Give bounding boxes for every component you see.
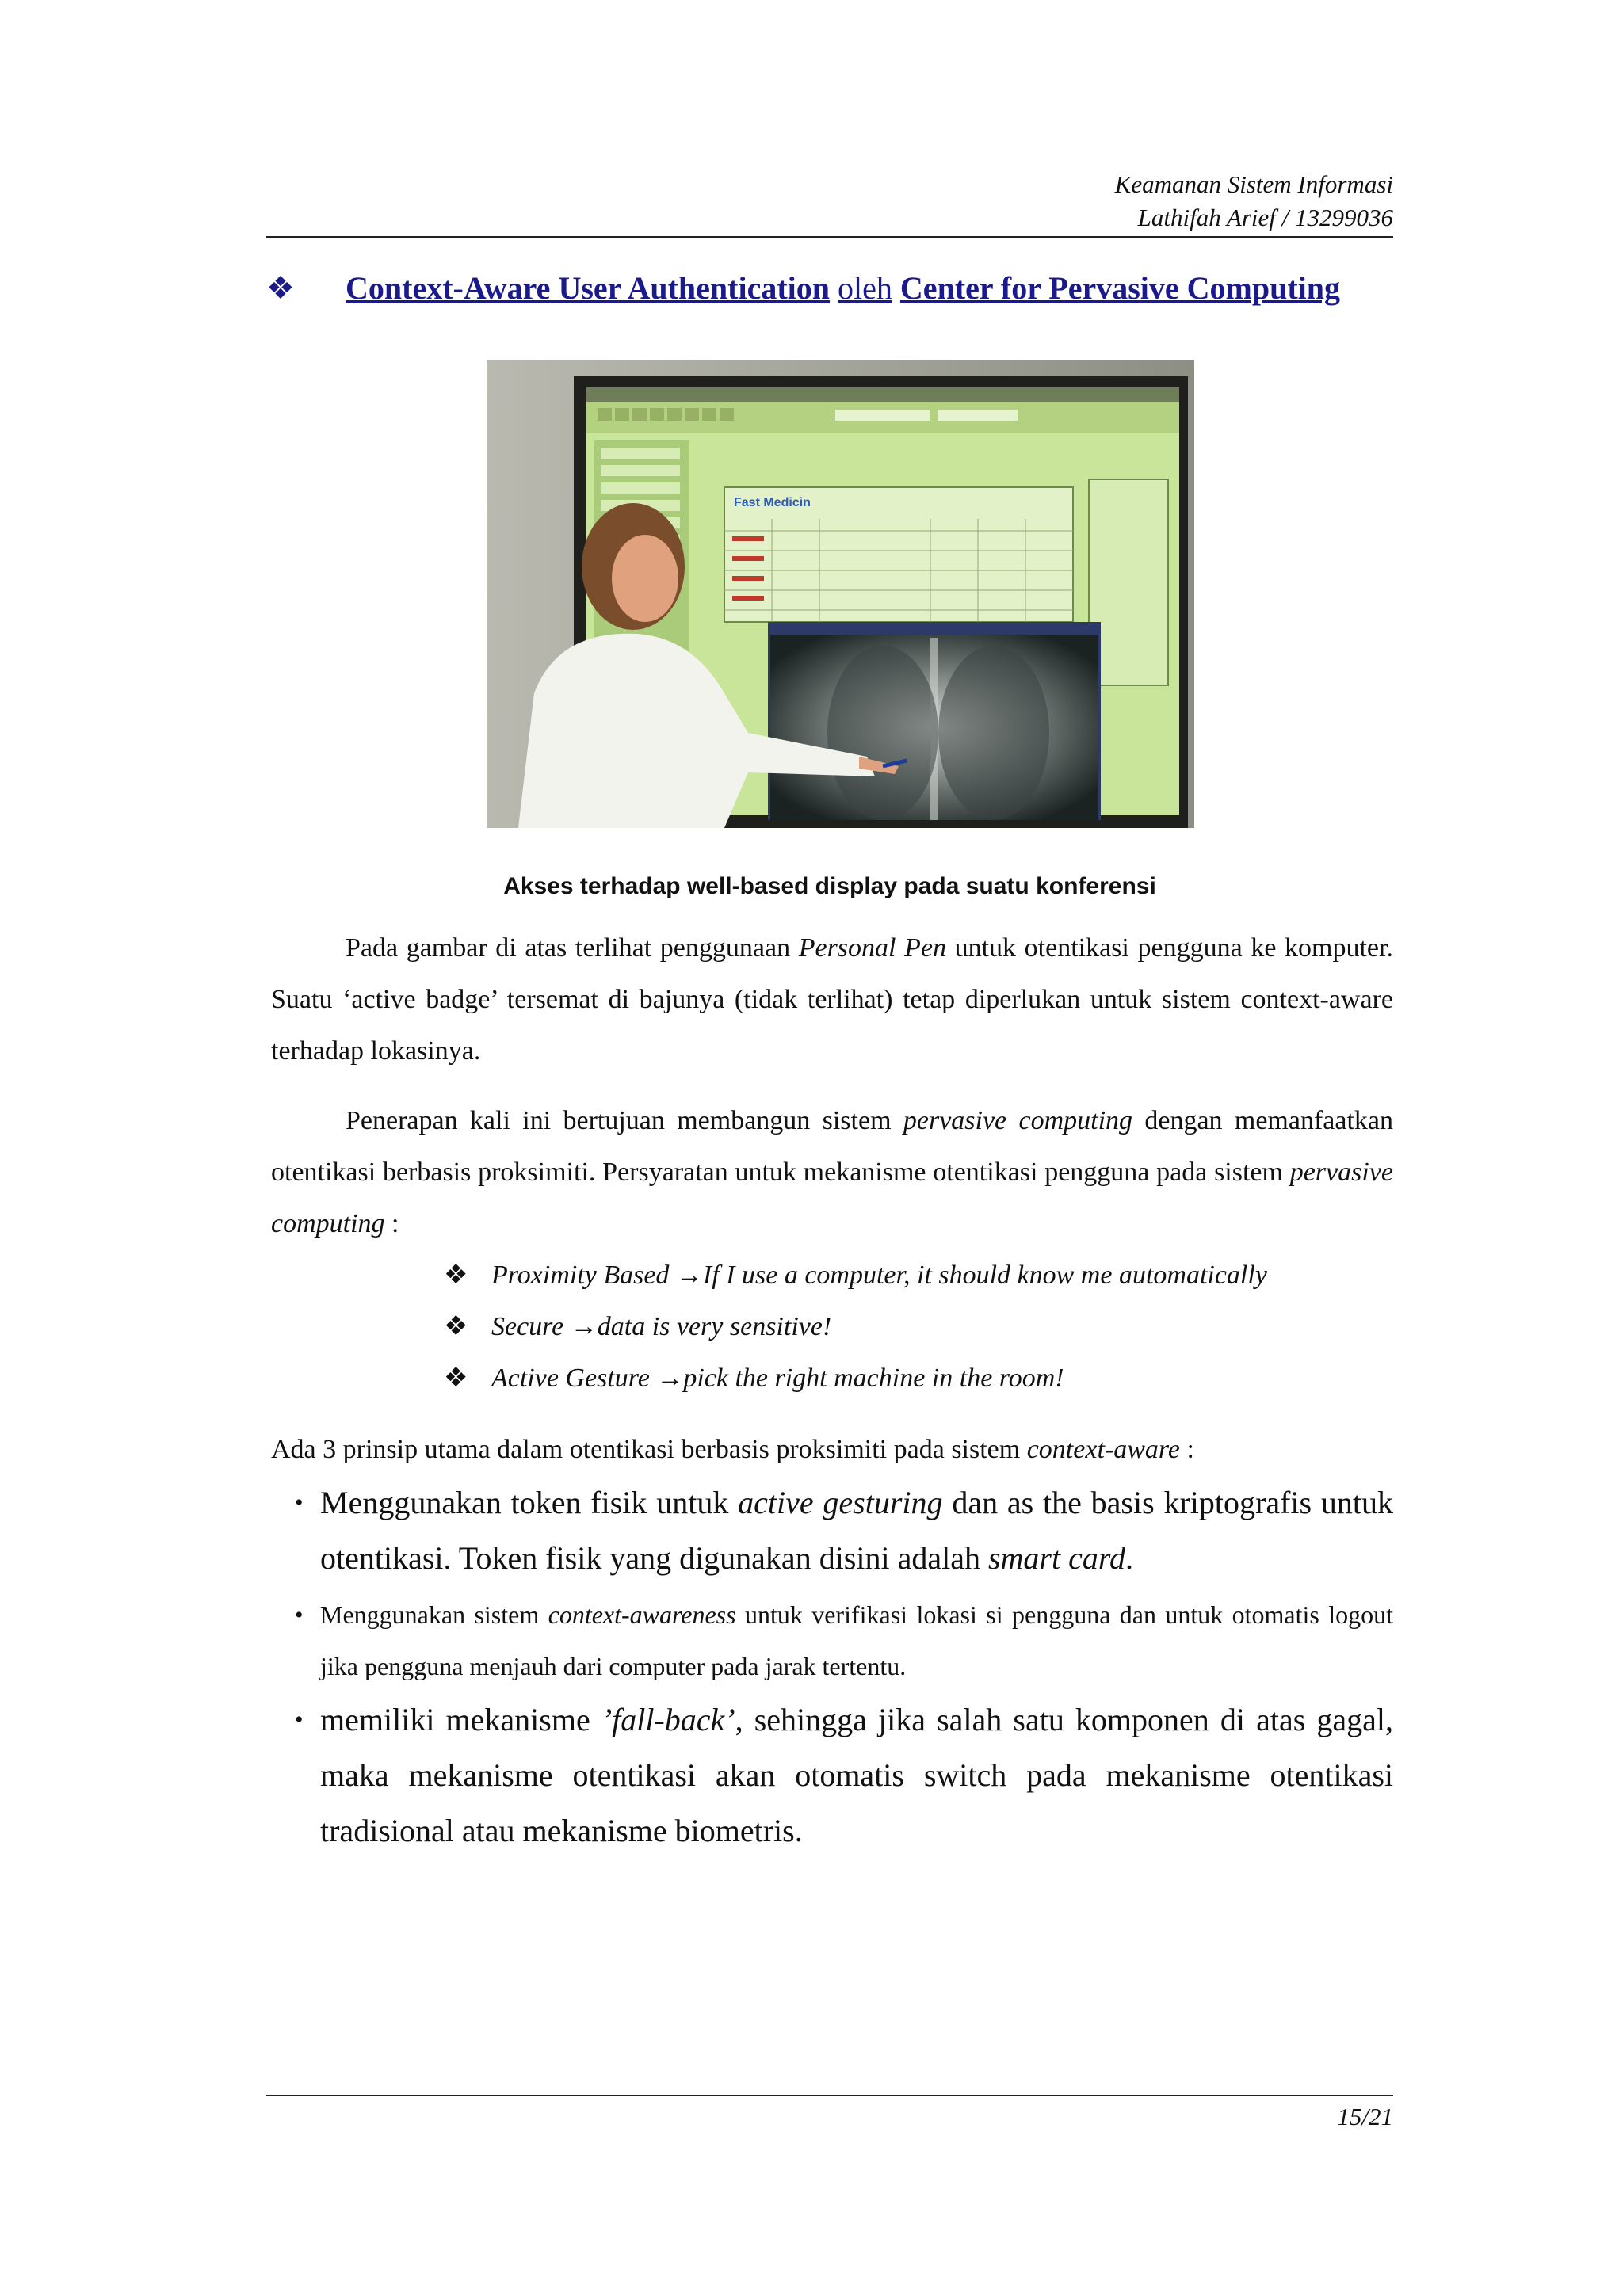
paragraph-personal-pen bbox=[271, 922, 1393, 1077]
header-author: Lathifah Arief / 13299036 bbox=[1137, 204, 1393, 231]
req-desc: data is very sensitive! bbox=[597, 1312, 832, 1341]
title-connector: oleh bbox=[838, 270, 892, 306]
req-name: Active Gesture bbox=[491, 1363, 650, 1393]
diamond-bullet-icon: ❖ bbox=[444, 1261, 468, 1290]
p3-text-italic: context-aware bbox=[1026, 1435, 1180, 1464]
principle-text: . bbox=[1125, 1540, 1133, 1576]
list-item bbox=[271, 1589, 1393, 1692]
principle-text: Menggunakan sistem bbox=[320, 1600, 548, 1629]
p1-text-b: untuk otentikasi pengguna ke komputer. Suatu ‘active badge’ tersemat di bajunya (tidak terlihat) tetap diperlukan untuk sistem context-aware terhadap lokasinya. bbox=[271, 933, 1393, 1066]
p2-text-italic-a: pervasive computing bbox=[903, 1106, 1133, 1135]
principle-italic: smart card bbox=[987, 1540, 1125, 1576]
paragraph-pervasive bbox=[271, 1095, 1393, 1249]
bullet-dot-icon: • bbox=[295, 1602, 304, 1628]
principle-text: memiliki mekanisme bbox=[320, 1702, 601, 1737]
conference-photo bbox=[487, 360, 1194, 828]
p3-text-b: : bbox=[1179, 1435, 1194, 1464]
header-divider bbox=[266, 236, 1393, 238]
p2-text-a: Penerapan kali ini bertujuan membangun sistem bbox=[346, 1106, 903, 1135]
principle-text: , sehingga jika salah satu komponen di atas gagal, maka mekanisme otentikasi akan otomatis switch pada mekanisme otentikasi tradisional atau mekanisme biometris. bbox=[320, 1702, 1394, 1848]
p2-text-italic-b: pervasive computing bbox=[271, 1158, 1393, 1238]
title-link-center[interactable]: Center for Pervasive Computing bbox=[899, 270, 1341, 306]
page-number: 15/21 bbox=[1337, 2103, 1393, 2130]
diamond-bullet-icon: ❖ bbox=[266, 270, 295, 306]
principle-italic: ’fall-back’ bbox=[601, 1702, 735, 1737]
req-desc: If I use a computer, it should know me automatically bbox=[702, 1261, 1267, 1290]
bullet-dot-icon: • bbox=[295, 1489, 304, 1516]
title-link-context-aware[interactable]: Context-Aware User Authentication bbox=[346, 270, 831, 306]
footer-divider bbox=[266, 2095, 1393, 2096]
list-item bbox=[444, 1249, 1267, 1301]
photo-illustration bbox=[487, 360, 1194, 828]
req-name: Secure bbox=[491, 1312, 564, 1341]
arrow-right-icon: → bbox=[656, 1363, 684, 1393]
page-header bbox=[1115, 168, 1393, 235]
list-item bbox=[444, 1301, 1267, 1352]
p3-text-a: Ada 3 prinsip utama dalam otentikasi berbasis proksimiti pada sistem bbox=[271, 1435, 1027, 1464]
diamond-bullet-icon: ❖ bbox=[444, 1363, 468, 1393]
arrow-right-icon: → bbox=[570, 1312, 598, 1341]
figure-caption: Akses terhadap well-based display pada suatu konferensi bbox=[503, 873, 1156, 899]
arrow-right-icon: → bbox=[675, 1261, 703, 1290]
p2-text-c: : bbox=[384, 1209, 399, 1238]
p1-text-italic: Personal Pen bbox=[798, 933, 946, 963]
p1-text-a: Pada gambar di atas terlihat penggunaan bbox=[346, 933, 799, 963]
principle-text: untuk verifikasi lokasi si pengguna dan untuk otomatis logout jika pengguna menjauh dari computer pada jarak tertentu. bbox=[320, 1600, 1394, 1680]
section-title bbox=[266, 266, 1407, 311]
list-item bbox=[444, 1352, 1267, 1404]
principle-italic: active gesturing bbox=[738, 1485, 943, 1520]
req-name: Proximity Based bbox=[491, 1261, 670, 1290]
diamond-bullet-icon: ❖ bbox=[444, 1312, 468, 1341]
req-desc: pick the right machine in the room! bbox=[683, 1363, 1064, 1393]
screen-app-title: Fast Medicin bbox=[734, 496, 811, 509]
paragraph-principles-intro bbox=[271, 1424, 1393, 1475]
list-item bbox=[271, 1475, 1393, 1586]
list-item bbox=[271, 1692, 1393, 1859]
header-course: Keamanan Sistem Informasi bbox=[1114, 170, 1393, 198]
principle-text: dan as the basis kriptografis untuk otentikasi. Token fisik yang digunakan disini adalah bbox=[320, 1485, 1393, 1576]
bullet-dot-icon: • bbox=[295, 1707, 304, 1733]
p2-text-b: dengan memanfaatkan otentikasi berbasis proksimiti. Persyaratan untuk mekanisme otentikasi pengguna pada sistem bbox=[271, 1106, 1394, 1187]
requirements-list bbox=[444, 1249, 1267, 1404]
principle-italic: context-awareness bbox=[548, 1600, 736, 1629]
principle-text: Menggunakan token fisik untuk bbox=[320, 1485, 739, 1520]
